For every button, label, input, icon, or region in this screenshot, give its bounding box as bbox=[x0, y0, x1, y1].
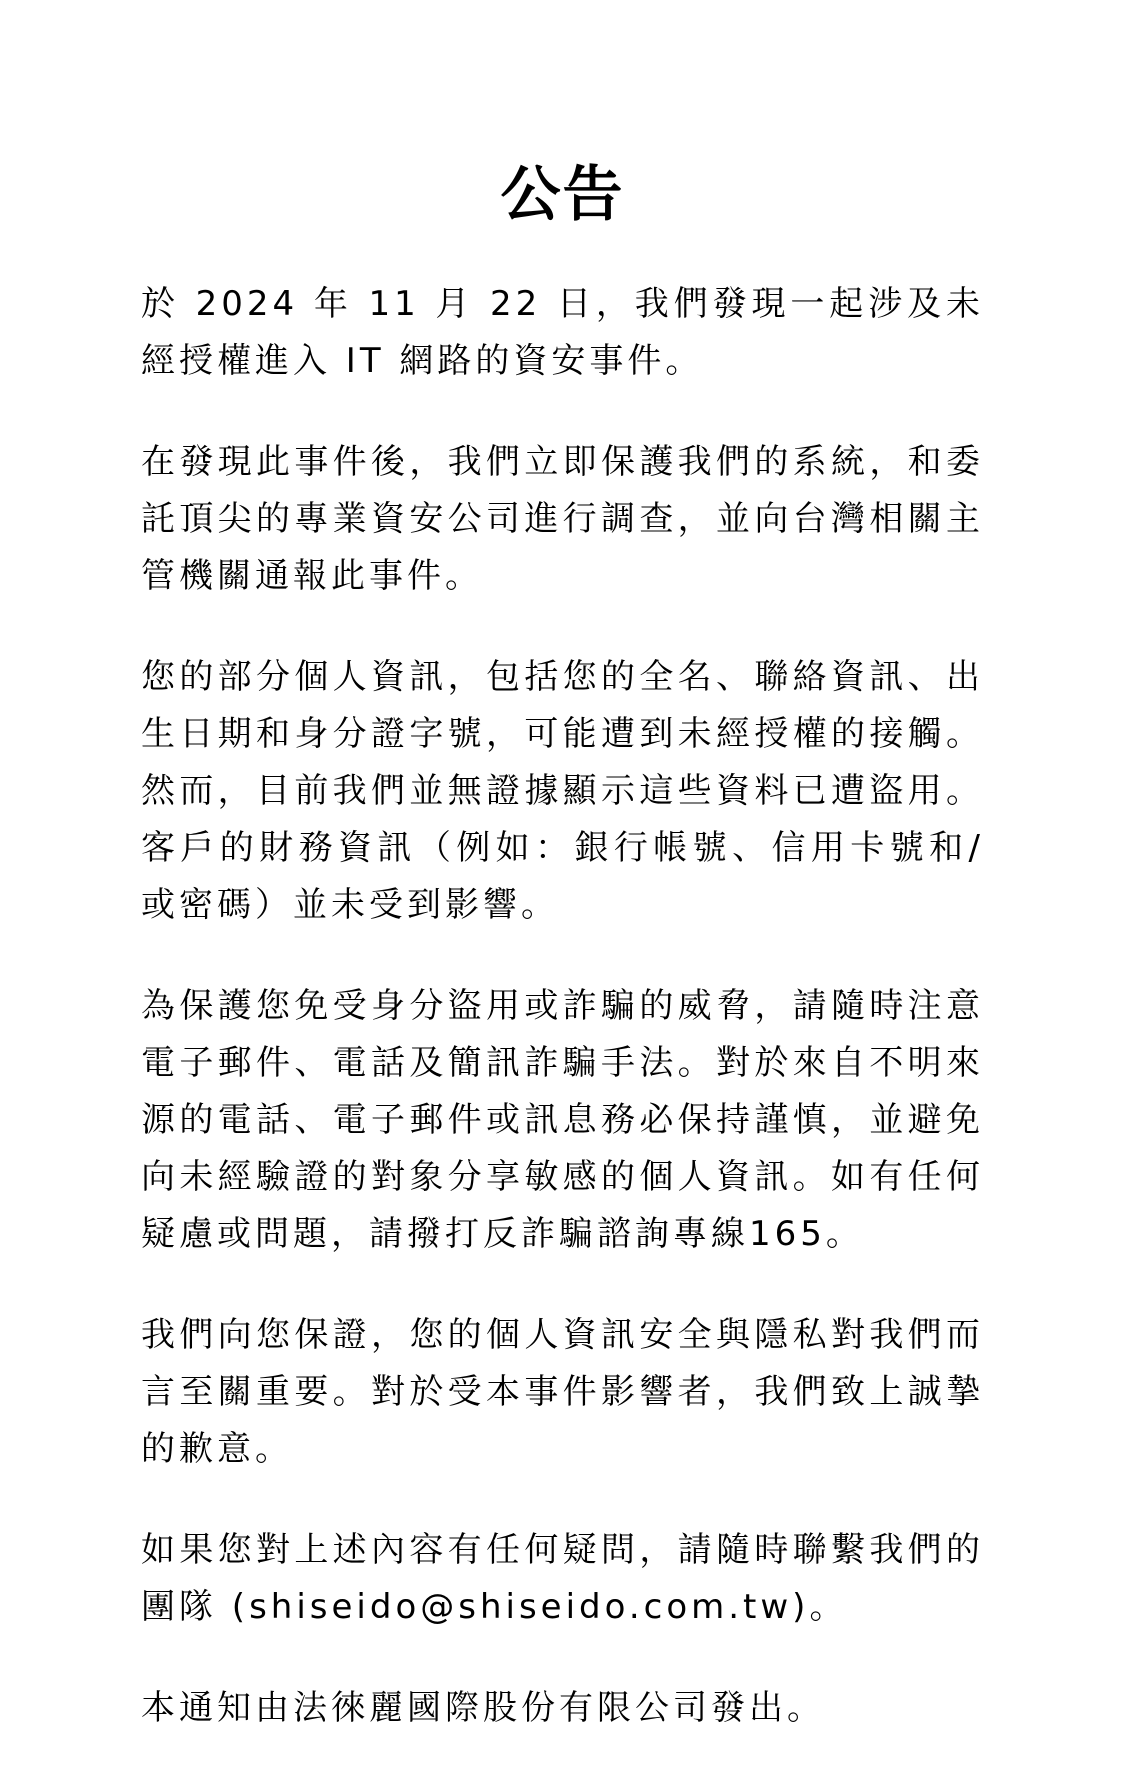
notice-title: 公告 bbox=[500, 160, 625, 230]
notice-document bbox=[141, 150, 984, 1781]
paragraph-response-actions: 在發現此事件後，我們立即保護我們的系統，和委託頂尖的專業資安公司進行調查，並向台灣相關主管機關通報此事件。 bbox=[141, 442, 984, 596]
paragraph-affected-data: 您的部分個人資訊，包括您的全名、聯絡資訊、出生日期和身分證字號，可能遭到未經授權的接觸。然而，目前我們並無證據顯示這些資料已遭盜用。客戶的財務資訊（例如：銀行帳號、信用卡號和/或密碼）並未受到影響。 bbox=[141, 657, 984, 925]
paragraph-incident-discovery: 於 2024 年 11 月 22 日，我們發現一起涉及未經授權進入 IT 網路的資安事件。 bbox=[141, 284, 984, 381]
paragraph-apology: 我們向您保證，您的個人資訊安全與隱私對我們而言至關重要。對於受本事件影響者，我們致上誠摯的歉意。 bbox=[141, 1315, 984, 1469]
paragraph-contact: 如果您對上述內容有任何疑問，請隨時聯繫我們的團隊 (shiseido@shiseido.com.tw)。 bbox=[141, 1530, 984, 1627]
paragraph-issuer: 本通知由法徠麗國際股份有限公司發出。 bbox=[141, 1688, 825, 1728]
paragraph-fraud-warning: 為保護您免受身分盜用或詐騙的威脅，請隨時注意電子郵件、電話及簡訊詐騙手法。對於來自不明來源的電話、電子郵件或訊息務必保持謹慎，並避免向未經驗證的對象分享敏感的個人資訊。如有任何疑慮或問題，請撥打反詐騙諮詢專線165。 bbox=[141, 986, 984, 1254]
